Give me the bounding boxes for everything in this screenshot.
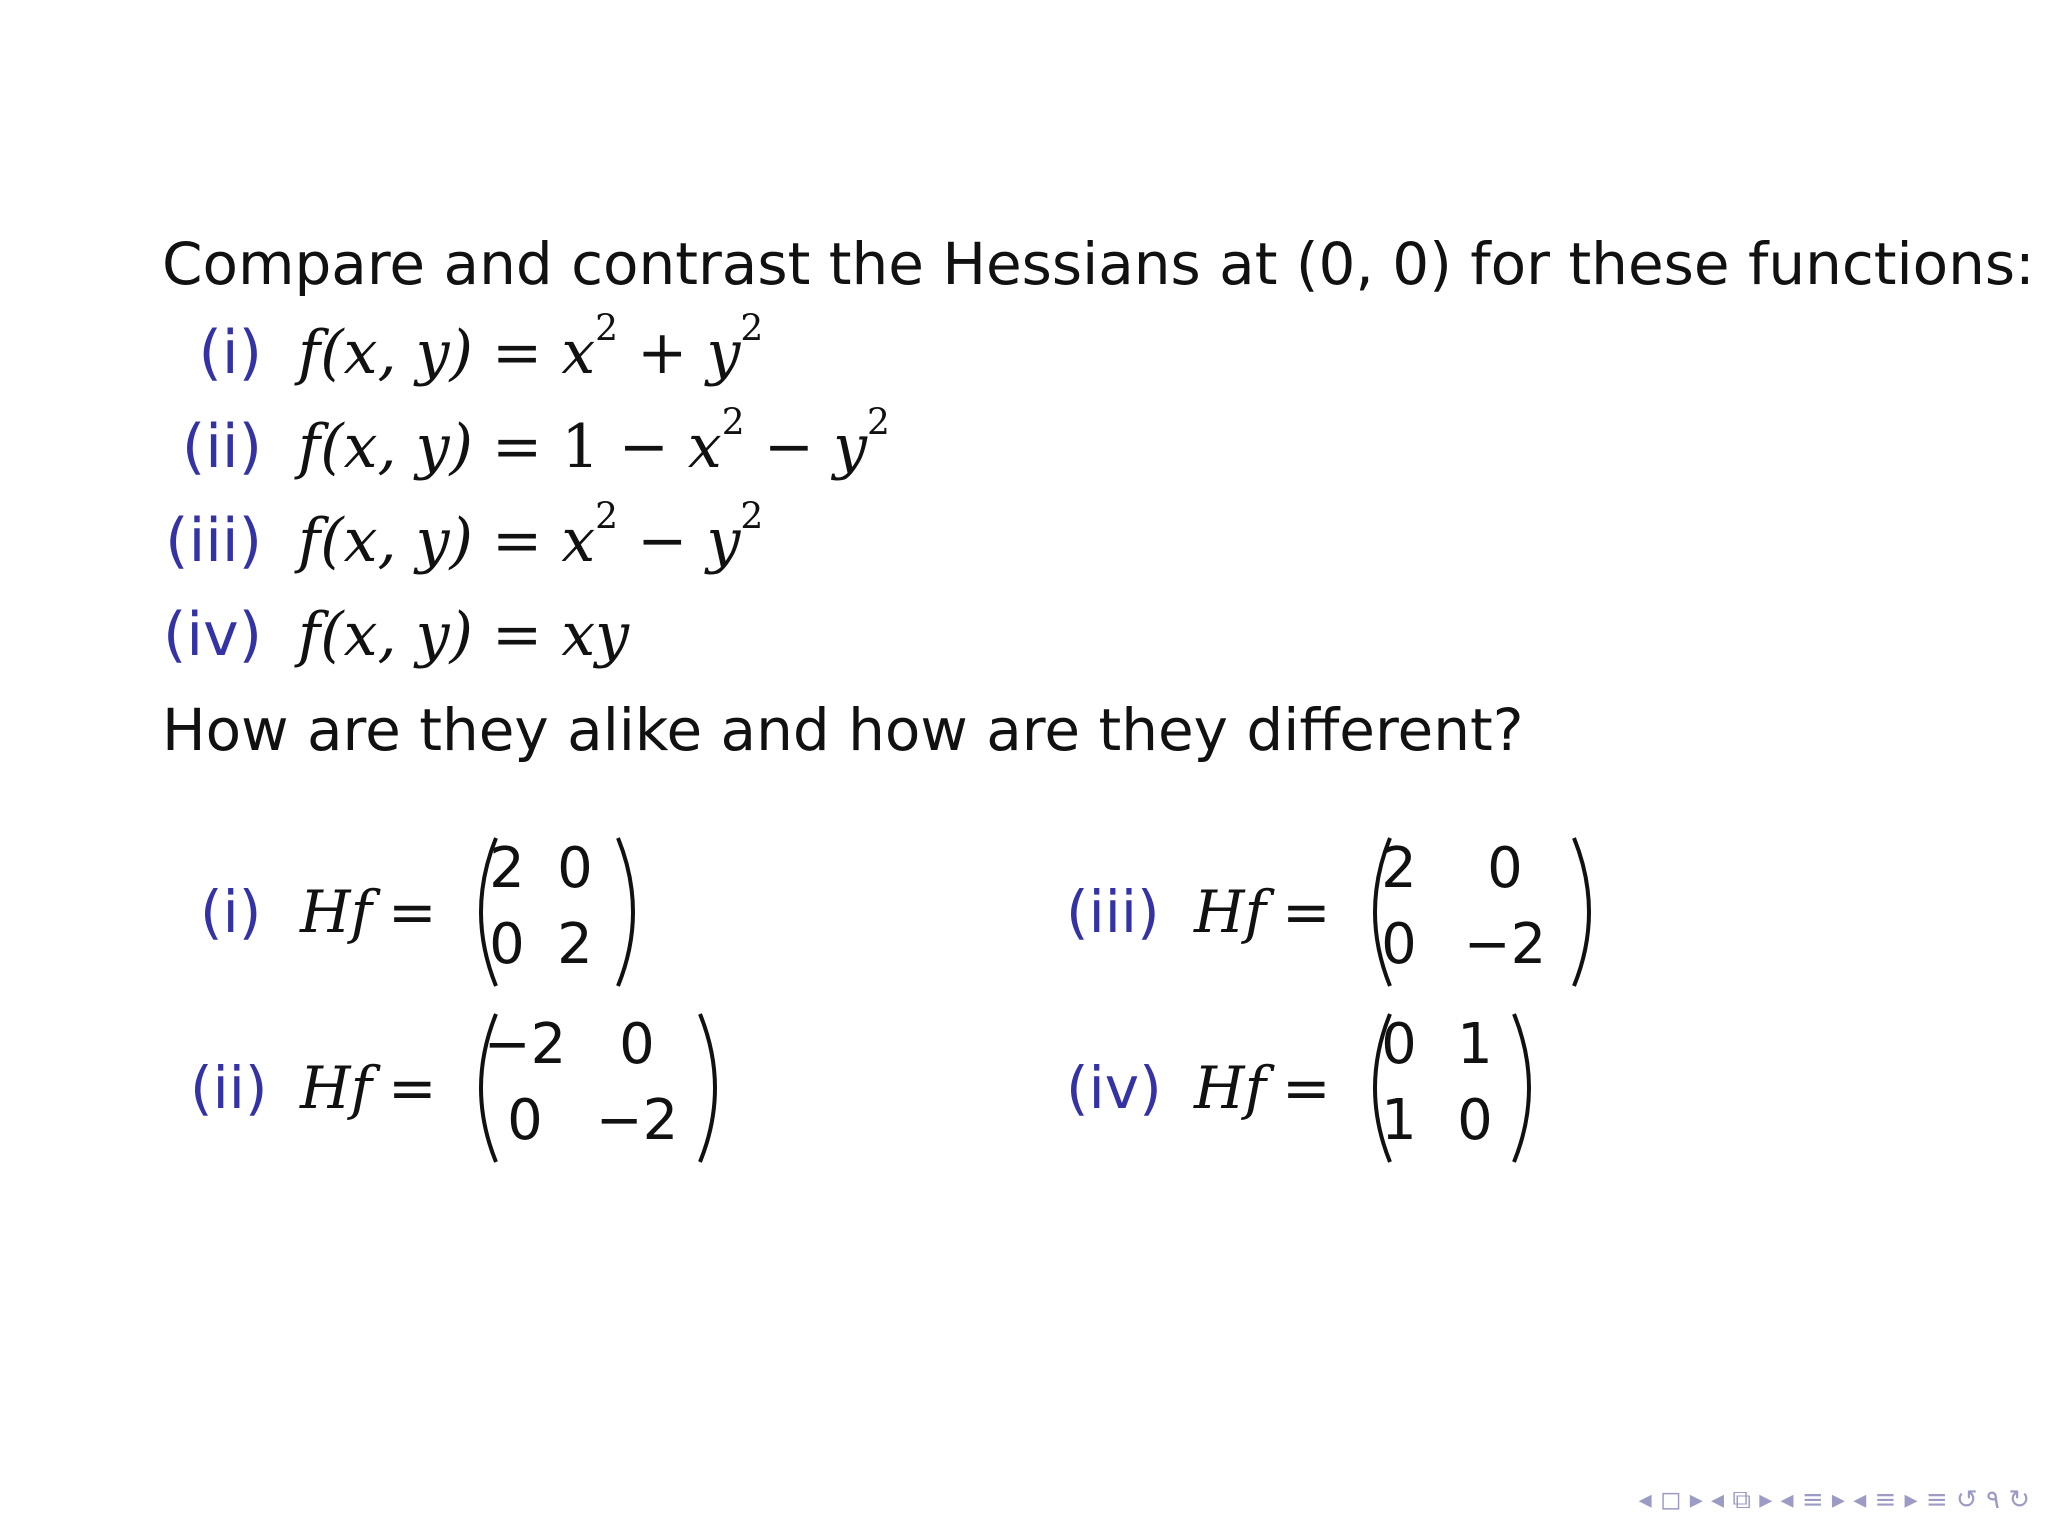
term-y: y xyxy=(706,318,741,388)
function-expression xyxy=(298,496,764,576)
term-xy: xy xyxy=(561,600,630,670)
matrix xyxy=(462,832,662,992)
term-y: y xyxy=(706,506,741,576)
hessian-ii xyxy=(190,1008,790,1168)
function-expression xyxy=(298,402,890,482)
function-item-iv xyxy=(0,600,1200,688)
function-lhs: f(x, y) = xyxy=(298,318,562,388)
exponent: 2 xyxy=(721,402,745,444)
term-x: x xyxy=(561,506,596,576)
function-expression xyxy=(298,600,629,670)
term-y: y xyxy=(833,412,867,482)
matrix xyxy=(462,1008,752,1168)
equals-sign: = xyxy=(1282,1054,1331,1122)
item-label: (iii) xyxy=(165,506,262,576)
operator: + xyxy=(618,318,707,388)
constant-term: 1 − xyxy=(561,412,688,482)
right-paren xyxy=(612,832,652,992)
item-label: (ii) xyxy=(181,412,262,482)
prompt-text: Compare and contrast the Hessians at (0, 0) for these functions: xyxy=(162,230,2035,298)
right-paren xyxy=(1568,832,1608,992)
matrix-cell: 0 xyxy=(1457,1088,1493,1153)
matrix-cell: 2 xyxy=(489,836,525,901)
function-item-ii xyxy=(0,402,1200,500)
function-item-i xyxy=(0,308,1200,406)
matrix xyxy=(1356,1008,1556,1168)
hessian-symbol: Hf xyxy=(1194,878,1267,946)
matrix xyxy=(1356,832,1616,992)
hessian-symbol: Hf xyxy=(300,1054,373,1122)
hessian-iv xyxy=(1066,1008,1626,1168)
operator: − xyxy=(618,506,707,576)
item-label: (iv) xyxy=(163,600,262,670)
matrix-cell: 2 xyxy=(557,912,593,977)
function-expression xyxy=(298,308,764,388)
equals-sign: = xyxy=(388,878,437,946)
hessian-iii xyxy=(1066,832,1626,992)
matrix-cell: −2 xyxy=(483,1012,567,1077)
right-paren xyxy=(694,1008,734,1168)
exponent: 2 xyxy=(595,496,619,538)
function-lhs: f(x, y) = xyxy=(298,412,562,482)
item-label: (iv) xyxy=(1066,1054,1162,1122)
beamer-navigation-bar[interactable]: ◂ ◻ ▸ ◂ ⧉ ▸ ◂ ≡ ▸ ◂ ≡ ▸ ≡ ↺ ۹ ↻ xyxy=(1638,1485,2030,1515)
function-lhs: f(x, y) = xyxy=(298,506,562,576)
function-item-iii xyxy=(0,496,1200,594)
term-x: x xyxy=(687,412,722,482)
exponent: 2 xyxy=(595,308,619,350)
matrix-cell: 1 xyxy=(1381,1088,1417,1153)
hessian-symbol: Hf xyxy=(300,878,373,946)
matrix-cell: −2 xyxy=(595,1088,679,1153)
question-text: How are they alike and how are they different? xyxy=(162,696,1524,764)
item-label: (i) xyxy=(198,318,262,388)
matrix-cell: 2 xyxy=(1381,836,1417,901)
equals-sign: = xyxy=(388,1054,437,1122)
exponent: 2 xyxy=(740,496,764,538)
matrix-cell: −2 xyxy=(1463,912,1547,977)
matrix-cell: 0 xyxy=(1487,836,1523,901)
item-label: (i) xyxy=(200,878,262,946)
matrix-cell: 0 xyxy=(1381,912,1417,977)
matrix-cell: 0 xyxy=(619,1012,655,1077)
equals-sign: = xyxy=(1282,878,1331,946)
item-label: (ii) xyxy=(190,1054,268,1122)
matrix-cell: 1 xyxy=(1457,1012,1493,1077)
exponent: 2 xyxy=(867,402,890,444)
hessian-i xyxy=(200,832,760,992)
exponent: 2 xyxy=(740,308,764,350)
operator: − xyxy=(744,412,834,482)
hessian-symbol: Hf xyxy=(1194,1054,1267,1122)
matrix-cell: 0 xyxy=(507,1088,543,1153)
matrix-cell: 0 xyxy=(489,912,525,977)
matrix-cell: 0 xyxy=(557,836,593,901)
item-label: (iii) xyxy=(1066,878,1160,946)
term-x: x xyxy=(561,318,596,388)
right-paren xyxy=(1508,1008,1548,1168)
function-lhs: f(x, y) = xyxy=(298,600,562,670)
matrix-cell: 0 xyxy=(1381,1012,1417,1077)
